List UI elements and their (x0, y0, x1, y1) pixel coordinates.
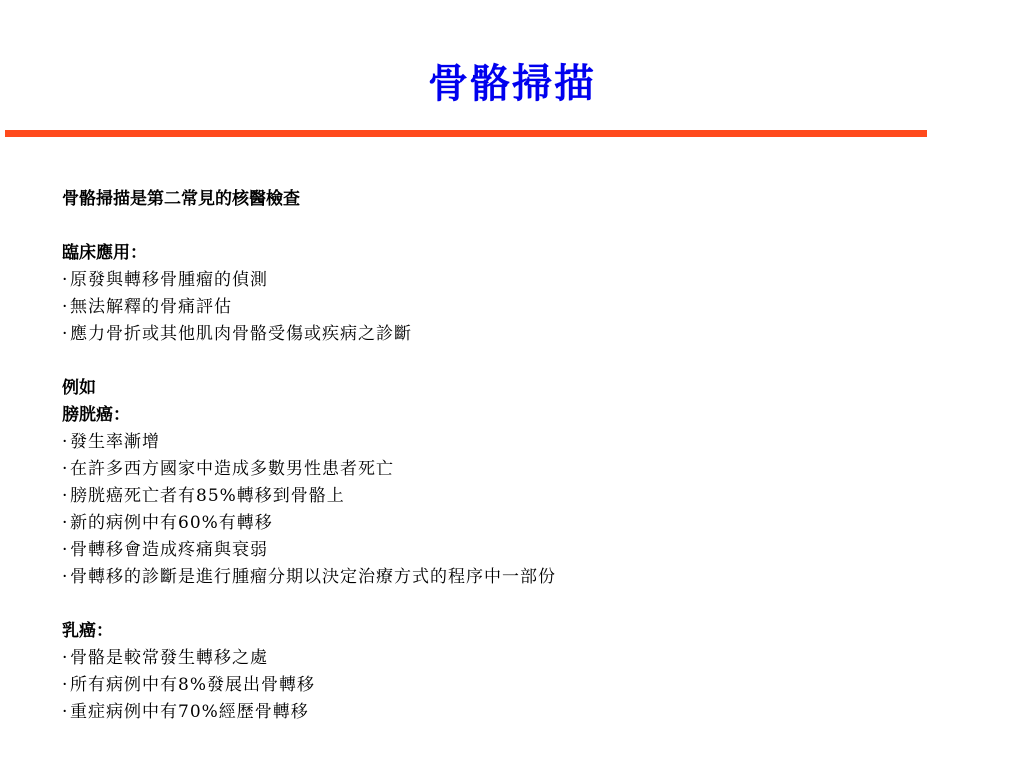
bullet-item (62, 321, 962, 348)
breast-cancer-heading: 乳癌： (62, 621, 113, 641)
bullet-text: 在許多西方國家中造成多數男性患者死亡 (70, 459, 394, 479)
bullet-text: 應力骨折或其他肌肉骨骼受傷或疾病之診斷 (70, 324, 412, 344)
bullet-text: 重症病例中有70%經歷骨轉移 (70, 702, 309, 722)
bullet-text: 發生率漸增 (70, 432, 160, 452)
bullet-dot: · (62, 513, 68, 533)
bullet-text: 所有病例中有8%發展出骨轉移 (70, 675, 315, 695)
bullet-text: 膀胱癌死亡者有85%轉移到骨骼上 (70, 486, 345, 506)
bullet-item (62, 645, 962, 672)
bullet-item (62, 456, 962, 483)
bullet-dot: · (62, 702, 68, 722)
bullet-dot: · (62, 270, 68, 290)
bullet-dot: · (62, 459, 68, 479)
bullet-item (62, 429, 962, 456)
slide-title: 骨骼掃描 (428, 60, 596, 107)
bullet-text: 原發與轉移骨腫瘤的偵測 (70, 270, 268, 290)
bullet-dot: · (62, 567, 68, 587)
title-divider (5, 130, 927, 137)
bullet-text: 骨骼是較常發生轉移之處 (70, 648, 268, 668)
bullet-item (62, 537, 962, 564)
bullet-text: 新的病例中有60%有轉移 (70, 513, 273, 533)
bullet-item (62, 483, 962, 510)
slide-body (62, 186, 962, 726)
bullet-text: 無法解釋的骨痛評估 (70, 297, 232, 317)
bullet-item (62, 510, 962, 537)
bladder-bullet-list (62, 429, 962, 591)
bullet-item (62, 564, 962, 591)
bullet-text: 骨轉移的診斷是進行腫瘤分期以決定治療方式的程序中一部份 (70, 567, 556, 587)
bullet-dot: · (62, 675, 68, 695)
bullet-dot: · (62, 486, 68, 506)
spacer (62, 591, 962, 618)
bullet-item (62, 294, 962, 321)
bladder-cancer-heading: 膀胱癌： (62, 405, 130, 425)
clinical-heading: 臨床應用： (62, 243, 147, 263)
bullet-dot: · (62, 648, 68, 668)
bullet-item (62, 267, 962, 294)
spacer (62, 348, 962, 375)
bullet-dot: · (62, 432, 68, 452)
spacer (62, 213, 962, 240)
breast-bullet-list (62, 645, 962, 726)
bullet-dot: · (62, 324, 68, 344)
bullet-item (62, 672, 962, 699)
bullet-text: 骨轉移會造成疼痛與衰弱 (70, 540, 268, 560)
bullet-item (62, 699, 962, 726)
clinical-bullet-list (62, 267, 962, 348)
example-heading: 例如 (62, 378, 96, 398)
intro-text: 骨骼掃描是第二常見的核醫檢查 (62, 189, 300, 209)
bullet-dot: · (62, 297, 68, 317)
bullet-dot: · (62, 540, 68, 560)
